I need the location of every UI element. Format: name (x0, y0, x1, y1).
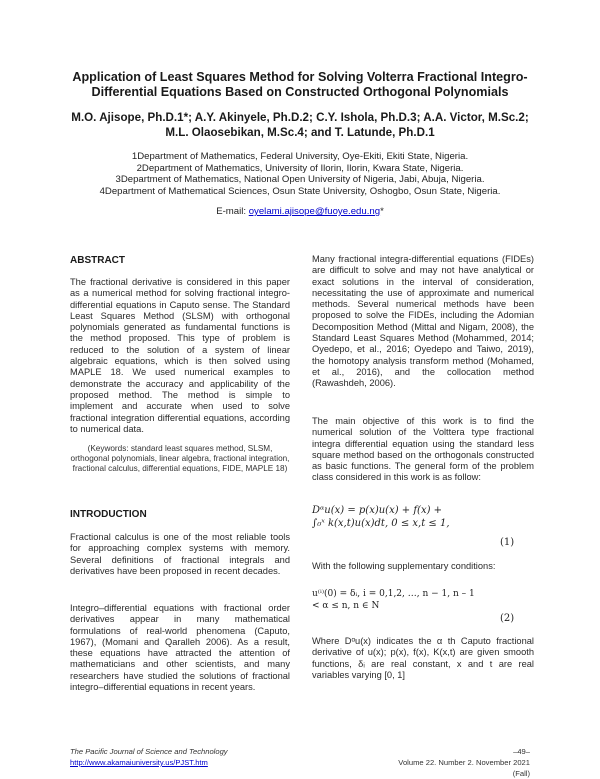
equation-1 (312, 504, 534, 530)
equation-1-line-2: ∫₀ˣ k(x,t)u(x)dt, 0 ≤ x,t ≤ 1, (312, 518, 450, 529)
authors-line-1: M.O. Ajisope, Ph.D.1*; A.Y. Akinyele, Ph.D.2; C.Y. Ishola, Ph.D.3; A.A. Victor, M.Sc.2; (71, 111, 529, 124)
affiliation-2: 2Department of Mathematics, University of Ilorin, Ilorin, Kwara State, Nigeria. (136, 162, 464, 174)
authors-line-2: M.L. Olaosebikan, M.Sc.4; and T. Latunde, Ph.D.1 (165, 125, 435, 139)
author-list (70, 111, 530, 140)
introduction-heading: INTRODUCTION (70, 509, 147, 520)
footer-right (380, 746, 530, 779)
equation-2-line-1: u⁽ⁱ⁾(0) = δᵢ, i = 0,1,2, …, n − 1, n – 1 (312, 589, 475, 599)
affiliations (60, 151, 540, 197)
paper-title: Application of Least Squares Method for Solving Volterra Fractional Integro-Differential Equations Based on Constructed Orthogonal Polynomials (72, 70, 528, 99)
journal-url-link[interactable]: http://www.akamaiuniversity.us/PJST.htm (70, 758, 208, 767)
email-link[interactable]: oyelami.ajisope@fuoye.edu.ng (248, 206, 381, 217)
right-paragraph-2: The main objective of this work is to find the numerical solution of the Volttera type fractional integra differential equation using the standard less square method based on the orthogonals constructed as basic functions. The general form of the problem class considered in this work is as follow: (312, 416, 534, 483)
affiliation-3: 3Department of Mathematics, National Open University of Nigeria, Jabi, Abuja, Nigeria. (115, 174, 485, 185)
intro-paragraph-2: Integro–differential equations with fractional order derivatives appear in many mathematical formulations of real-world phenomena (Caputo, 1967), (Momani and Qaralleh 2006). As a result, these equations have attracted the attention of mathematicians and other scientists, and many researchers have studied the solutions of fractional integro–differential equations in recent years. (70, 603, 290, 693)
journal-name: The Pacific Journal of Science and Technology (70, 747, 228, 756)
supplementary-text: With the following supplementary conditions: (312, 561, 496, 571)
email-label: E-mail: (216, 206, 247, 217)
affiliation-4: 4Department of Mathematical Sciences, Osun State University, Oshogbo, Osun State, Nigeria. (99, 185, 501, 197)
right-paragraph-3: Where Dᵅu(x) indicates the α th Caputo fractional derivative of u(x); p(x), f(x), K(x,t) are given smooth functions, δᵢ are real constant, x and t are real variables varying [0, 1] (312, 636, 534, 680)
intro-paragraph-1: Fractional calculus is one of the most reliable tools for approaching complex systems with memory. Several definitions of fractional integrals and derivatives have been proposed in recent decades. (70, 532, 290, 576)
page-number: –49– (513, 747, 530, 756)
email-suffix: * (380, 206, 384, 217)
abstract-heading: ABSTRACT (70, 255, 125, 266)
footer-left (70, 746, 228, 768)
equation-1-number: (1) (500, 537, 515, 548)
equation-2-number: (2) (500, 613, 515, 624)
affiliation-1: 1Department of Mathematics, Federal University, Oye-Ekiti, Ekiti State, Nigeria. (131, 151, 469, 162)
volume-info: Volume 22. Number 2. November 2021 (Fall) (398, 758, 530, 778)
keywords: (Keywords: standard least squares method, SLSM, orthogonal polynomials, linear algebra, fractional integration, fractional calculus, differential equations, FIDE, MAPLE 18) (70, 444, 290, 473)
equation-1-line-1: Dᵅu(x) = p(x)u(x) + f(x) + (312, 505, 443, 516)
equation-2-line-2: < α ≤ n, n ∈ N (312, 601, 380, 611)
abstract-text: The fractional derivative is considered in this paper as a numerical method for solving fractional integro-differential equations in Caputo sense. The Standard Least Squares Method (SLSM) with orthogonal polynomials generated as fundamental functions is the method proposed. This type of problem is reduced to the solution of a system of linear algebraic equations, which is then solved using MAPLE 18. We used numerical examples to demonstrate the accuracy and applicability of the proposed method. The method is simple to implement and accurate when used to solve fractional integration differential equations, according to numerical data. (70, 277, 290, 434)
right-paragraph-1: Many fractional integra-differential equations (FIDEs) are difficult to solve and may not have analytical or exact solutions in the interval of consideration, necessitating the use of approximate and numerical methods. Several numerical methods have been proposed to solve the FIDEs, including the Adomian Decomposition Method (Mittal and Nigam, 2008), the Standard Least Squares Method (Mohammed, 2014; Oyedepo, et al., 2016; Oyedepo and Taiwo, 2019), the homotopy analysis transform method (Mohamed, et al., 2016), and the collocation method (Rawashdeh, 2006). (312, 254, 534, 389)
equation-2 (312, 588, 534, 612)
email-line (60, 206, 540, 217)
